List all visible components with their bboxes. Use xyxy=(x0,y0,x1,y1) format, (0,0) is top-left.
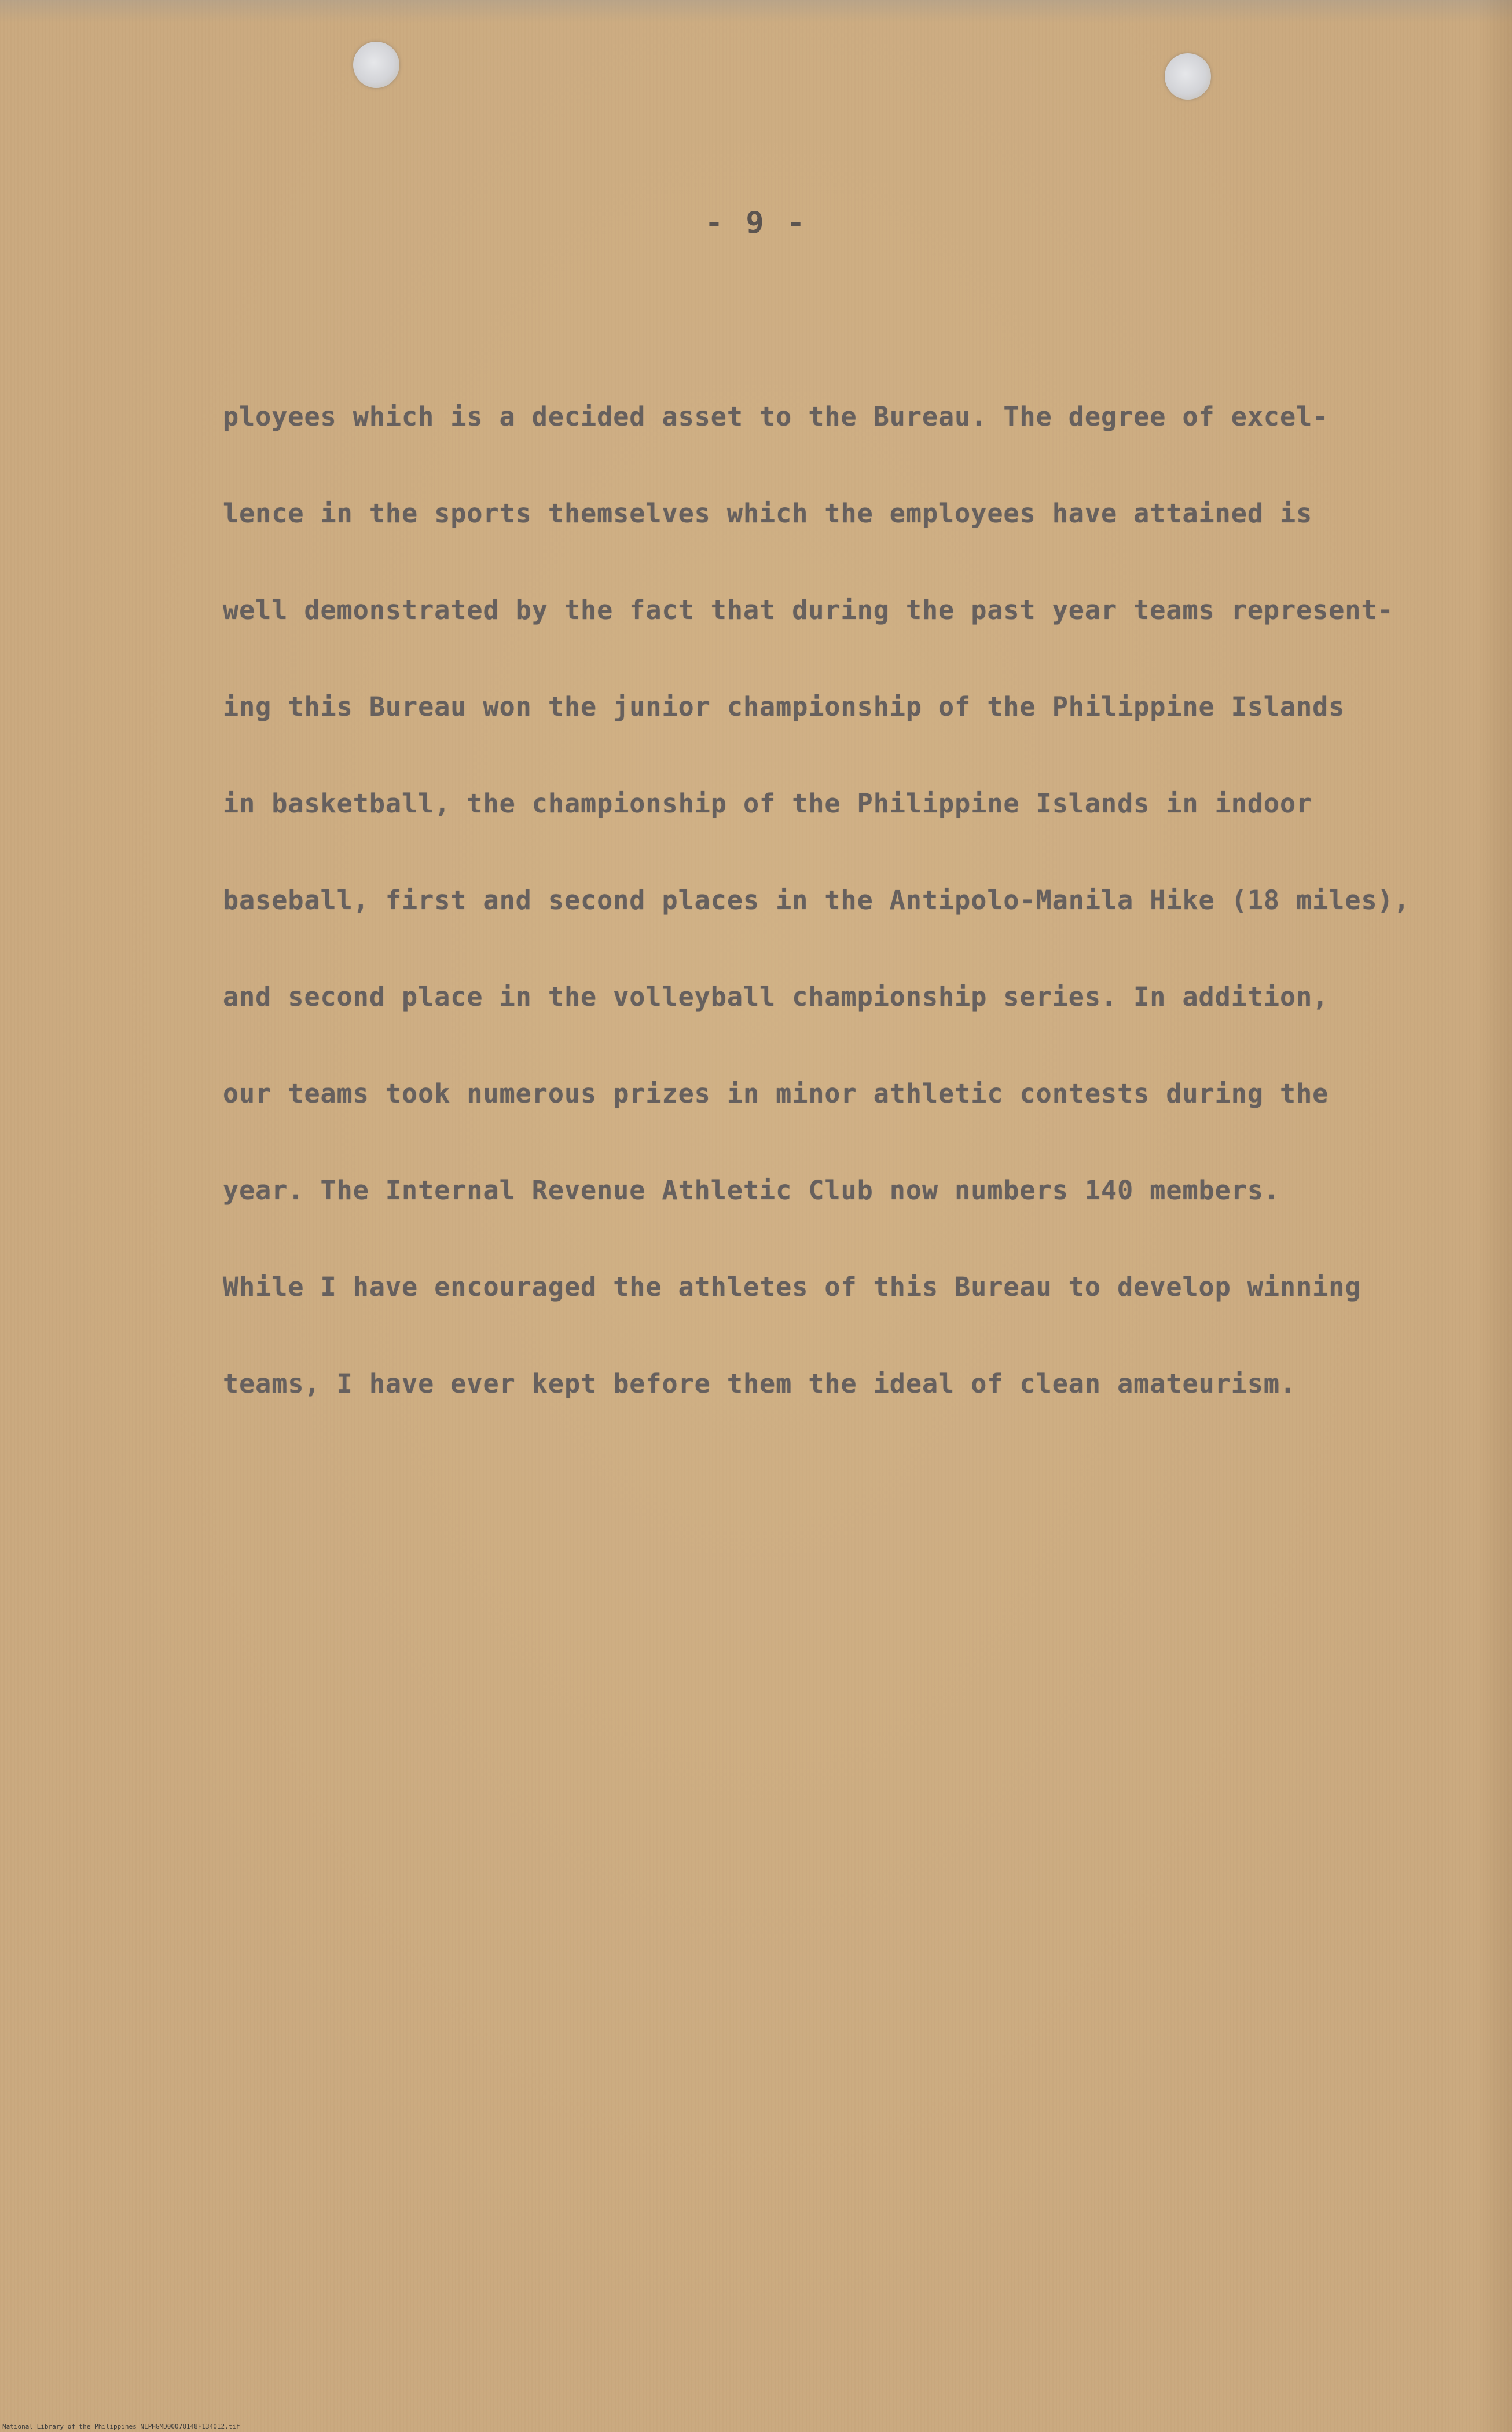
punch-hole-left xyxy=(353,42,399,88)
text-line: While I have encouraged the athletes of this Bureau to develop winning xyxy=(223,1272,1361,1302)
text-line: in basketball, the championship of the Philippine Islands in indoor xyxy=(223,788,1313,819)
text-line: teams, I have ever kept before them the ideal of clean amateurism. xyxy=(223,1368,1297,1399)
body-paragraph xyxy=(223,400,1427,1463)
text-line: our teams took numerous prizes in minor athletic contests during the xyxy=(223,1078,1329,1109)
page-number: - 9 - xyxy=(704,206,808,240)
text-line: well demonstrated by the fact that during the past year teams represent- xyxy=(223,595,1394,625)
archive-footer-stamp: National Library of the Philippines NLPHGMD00078148F134012.tif xyxy=(2,2423,240,2430)
text-line: ing this Bureau won the junior championship of the Philippine Islands xyxy=(223,691,1345,722)
scan-top-shadow xyxy=(0,0,1512,23)
punch-hole-right xyxy=(1165,53,1211,100)
text-line: ployees which is a decided asset to the Bureau. The degree of excel- xyxy=(223,401,1329,432)
text-line: lence in the sports themselves which the employees have attained is xyxy=(223,498,1313,529)
text-line: baseball, first and second places in the Antipolo-Manila Hike (18 miles), xyxy=(223,885,1410,915)
text-line: and second place in the volleyball championship series. In addition, xyxy=(223,981,1329,1012)
scan-right-shadow xyxy=(1477,0,1512,2432)
text-line: year. The Internal Revenue Athletic Club now numbers 140 members. xyxy=(223,1175,1280,1206)
